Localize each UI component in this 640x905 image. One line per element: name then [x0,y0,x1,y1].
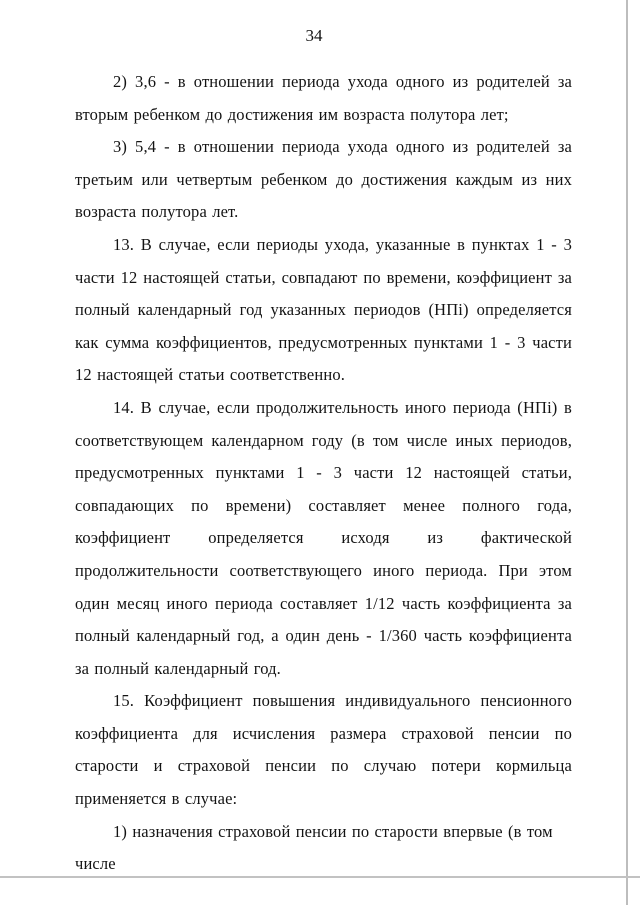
document-body [75,66,572,881]
paragraph: 15. Коэффициент повышения индивидуального пенсионного коэффициента для исчисления размера страховой пенсии по старости и страховой пенсии по случаю потери кормильца применяется в случае: [75,691,572,809]
scan-edge-bottom [0,876,640,878]
scan-edge-right [626,0,628,905]
paragraph: 13. В случае, если периоды ухода, указанные в пунктах 1 - 3 части 12 настоящей статьи, совпадают по времени, коэффициент за полный календарный год указанных периодов (НПi) определяется как сумма коэффициентов, предусмотренных пунктами 1 - 3 части 12 настоящей статьи соответственно. [75,234,572,385]
page-number: 34 [305,26,323,45]
paragraph: 2) 3,6 - в отношении периода ухода одного из родителей за вторым ребенком до достижения им возраста полутора лет; [75,72,572,124]
paragraph: 3) 5,4 - в отношении периода ухода одного из родителей за третьим или четвертым ребенком до достижения каждым из них возраста полутора лет. [75,137,572,222]
paragraph: 14. В случае, если продолжительность иного периода (НПi) в соответствующем календарном году (в том числе иных периодов, предусмотренных пунктами 1 - 3 части 12 настоящей статьи, совпадающих по времени) составляет менее полного года, коэффициент определяется исходя из фактической продолжительности соответствующего иного периода. При этом один месяц иного периода составляет 1/12 часть коэффициента за полный календарный год, а один день - 1/360 часть коэффициента за полный календарный год. [75,397,572,678]
paragraph: 1) назначения страховой пенсии по старости впервые (в том числе [75,821,553,874]
